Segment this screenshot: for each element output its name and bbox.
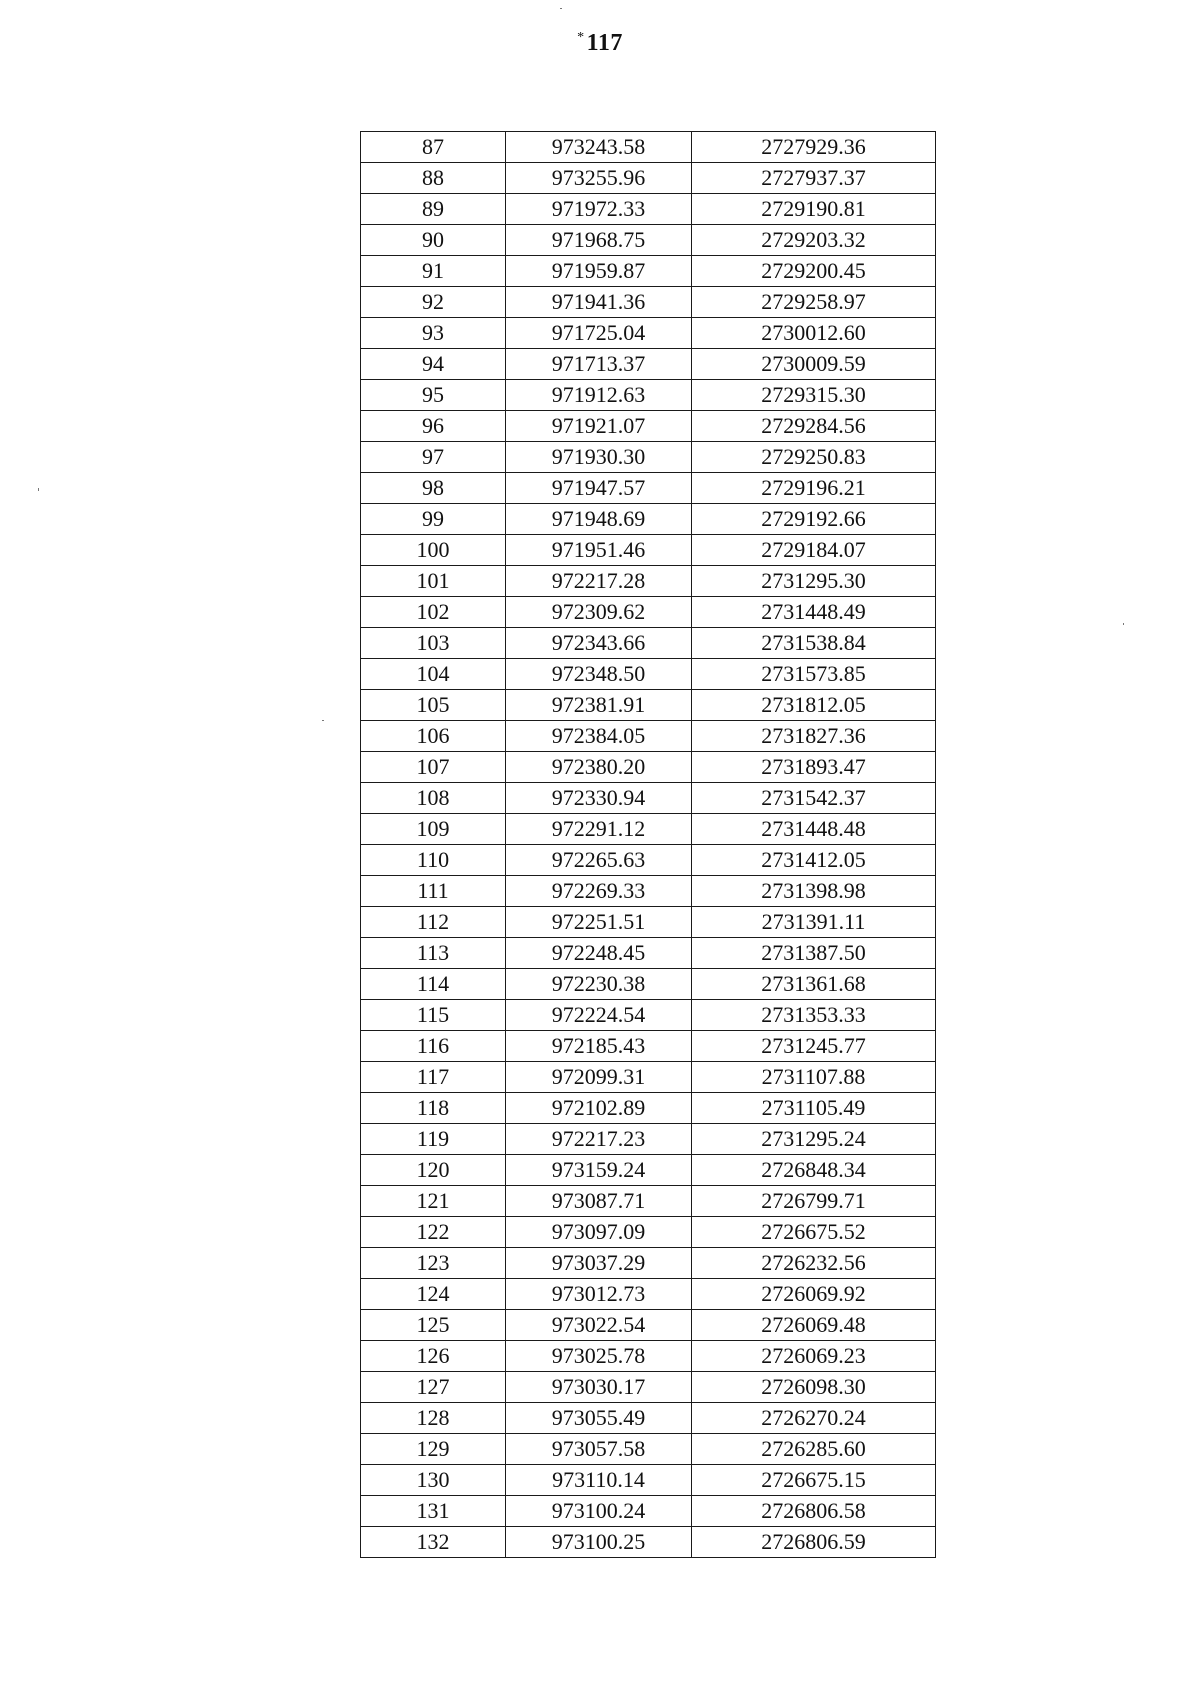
x-coordinate-cell: 973055.49: [506, 1403, 692, 1434]
point-number-cell: 116: [361, 1031, 506, 1062]
x-coordinate-cell: 972102.89: [506, 1093, 692, 1124]
y-coordinate-cell: 2726270.24: [692, 1403, 936, 1434]
x-coordinate-cell: 972343.66: [506, 628, 692, 659]
x-coordinate-cell: 972230.38: [506, 969, 692, 1000]
scan-speck: [1123, 623, 1124, 625]
y-coordinate-cell: 2726675.52: [692, 1217, 936, 1248]
table-row: [361, 597, 936, 628]
y-coordinate-cell: 2731105.49: [692, 1093, 936, 1124]
y-coordinate-cell: 2729250.83: [692, 442, 936, 473]
x-coordinate-cell: 972248.45: [506, 938, 692, 969]
scan-speck: [560, 8, 562, 9]
x-coordinate-cell: 973255.96: [506, 163, 692, 194]
y-coordinate-cell: 2726285.60: [692, 1434, 936, 1465]
table-row: [361, 1465, 936, 1496]
table-row: [361, 1124, 936, 1155]
point-number-cell: 129: [361, 1434, 506, 1465]
table-row: [361, 1279, 936, 1310]
x-coordinate-cell: 973037.29: [506, 1248, 692, 1279]
y-coordinate-cell: 2726069.23: [692, 1341, 936, 1372]
y-coordinate-cell: 2731353.33: [692, 1000, 936, 1031]
x-coordinate-cell: 973100.25: [506, 1527, 692, 1558]
page-number-text: 117: [586, 30, 623, 56]
point-number-cell: 106: [361, 721, 506, 752]
scan-speck: [38, 488, 39, 491]
table-row: [361, 349, 936, 380]
table-row: [361, 814, 936, 845]
page-number: [0, 30, 1200, 57]
y-coordinate-cell: 2731412.05: [692, 845, 936, 876]
table-row: [361, 1186, 936, 1217]
table-row: [361, 1155, 936, 1186]
y-coordinate-cell: 2730009.59: [692, 349, 936, 380]
y-coordinate-cell: 2731538.84: [692, 628, 936, 659]
y-coordinate-cell: 2729200.45: [692, 256, 936, 287]
point-number-cell: 107: [361, 752, 506, 783]
y-coordinate-cell: 2726806.59: [692, 1527, 936, 1558]
table-row: [361, 1527, 936, 1558]
y-coordinate-cell: 2726069.48: [692, 1310, 936, 1341]
table-row: [361, 721, 936, 752]
y-coordinate-cell: 2726848.34: [692, 1155, 936, 1186]
y-coordinate-cell: 2726806.58: [692, 1496, 936, 1527]
y-coordinate-cell: 2729203.32: [692, 225, 936, 256]
table-row: [361, 256, 936, 287]
x-coordinate-cell: 972185.43: [506, 1031, 692, 1062]
table-row: [361, 969, 936, 1000]
table-row: [361, 380, 936, 411]
table-row: [361, 566, 936, 597]
point-number-cell: 109: [361, 814, 506, 845]
point-number-cell: 127: [361, 1372, 506, 1403]
x-coordinate-cell: 972099.31: [506, 1062, 692, 1093]
table-row: [361, 1403, 936, 1434]
y-coordinate-cell: 2726232.56: [692, 1248, 936, 1279]
point-number-cell: 119: [361, 1124, 506, 1155]
x-coordinate-cell: 971725.04: [506, 318, 692, 349]
table-row: [361, 783, 936, 814]
table-row: [361, 1372, 936, 1403]
x-coordinate-cell: 972224.54: [506, 1000, 692, 1031]
point-number-cell: 132: [361, 1527, 506, 1558]
point-number-cell: 113: [361, 938, 506, 969]
y-coordinate-cell: 2729184.07: [692, 535, 936, 566]
table-row: [361, 473, 936, 504]
x-coordinate-cell: 973030.17: [506, 1372, 692, 1403]
x-coordinate-cell: 973159.24: [506, 1155, 692, 1186]
x-coordinate-cell: 972348.50: [506, 659, 692, 690]
table-row: [361, 194, 936, 225]
y-coordinate-cell: 2731387.50: [692, 938, 936, 969]
table-row: [361, 318, 936, 349]
x-coordinate-cell: 972251.51: [506, 907, 692, 938]
point-number-cell: 87: [361, 132, 506, 163]
x-coordinate-cell: 971713.37: [506, 349, 692, 380]
y-coordinate-cell: 2731295.30: [692, 566, 936, 597]
y-coordinate-cell: 2729258.97: [692, 287, 936, 318]
point-number-cell: 115: [361, 1000, 506, 1031]
table-row: [361, 163, 936, 194]
point-number-cell: 121: [361, 1186, 506, 1217]
point-number-cell: 98: [361, 473, 506, 504]
point-number-cell: 104: [361, 659, 506, 690]
point-number-cell: 130: [361, 1465, 506, 1496]
point-number-cell: 101: [361, 566, 506, 597]
y-coordinate-cell: 2731391.11: [692, 907, 936, 938]
point-number-cell: 91: [361, 256, 506, 287]
x-coordinate-cell: 973012.73: [506, 1279, 692, 1310]
point-number-cell: 128: [361, 1403, 506, 1434]
table-row: [361, 1093, 936, 1124]
point-number-cell: 123: [361, 1248, 506, 1279]
table-row: [361, 535, 936, 566]
x-coordinate-cell: 973087.71: [506, 1186, 692, 1217]
point-number-cell: 124: [361, 1279, 506, 1310]
x-coordinate-cell: 973057.58: [506, 1434, 692, 1465]
x-coordinate-cell: 973243.58: [506, 132, 692, 163]
x-coordinate-cell: 972381.91: [506, 690, 692, 721]
point-number-cell: 100: [361, 535, 506, 566]
x-coordinate-cell: 972330.94: [506, 783, 692, 814]
y-coordinate-cell: 2731542.37: [692, 783, 936, 814]
table-row: [361, 504, 936, 535]
scan-speck: [322, 720, 324, 721]
point-number-cell: 126: [361, 1341, 506, 1372]
point-number-cell: 99: [361, 504, 506, 535]
point-number-cell: 112: [361, 907, 506, 938]
y-coordinate-cell: 2729196.21: [692, 473, 936, 504]
table-row: [361, 1031, 936, 1062]
y-coordinate-cell: 2731295.24: [692, 1124, 936, 1155]
point-number-cell: 125: [361, 1310, 506, 1341]
point-number-cell: 88: [361, 163, 506, 194]
x-coordinate-cell: 973022.54: [506, 1310, 692, 1341]
table-row: [361, 411, 936, 442]
page-mark: *: [577, 30, 585, 45]
x-coordinate-cell: 971959.87: [506, 256, 692, 287]
x-coordinate-cell: 972384.05: [506, 721, 692, 752]
point-number-cell: 93: [361, 318, 506, 349]
point-number-cell: 97: [361, 442, 506, 473]
x-coordinate-cell: 972380.20: [506, 752, 692, 783]
table-row: [361, 845, 936, 876]
x-coordinate-cell: 972309.62: [506, 597, 692, 628]
y-coordinate-cell: 2731573.85: [692, 659, 936, 690]
table-row: [361, 907, 936, 938]
table-row: [361, 1341, 936, 1372]
x-coordinate-cell: 973097.09: [506, 1217, 692, 1248]
table-row: [361, 752, 936, 783]
y-coordinate-cell: 2726675.15: [692, 1465, 936, 1496]
table-row: [361, 1496, 936, 1527]
x-coordinate-cell: 973025.78: [506, 1341, 692, 1372]
x-coordinate-cell: 971948.69: [506, 504, 692, 535]
x-coordinate-cell: 971972.33: [506, 194, 692, 225]
table-row: [361, 1217, 936, 1248]
y-coordinate-cell: 2731361.68: [692, 969, 936, 1000]
y-coordinate-cell: 2729315.30: [692, 380, 936, 411]
table-row: [361, 287, 936, 318]
table-row: [361, 132, 936, 163]
y-coordinate-cell: 2726799.71: [692, 1186, 936, 1217]
point-number-cell: 92: [361, 287, 506, 318]
table-row: [361, 1000, 936, 1031]
y-coordinate-cell: 2731827.36: [692, 721, 936, 752]
x-coordinate-cell: 972217.28: [506, 566, 692, 597]
y-coordinate-cell: 2731812.05: [692, 690, 936, 721]
table-row: [361, 628, 936, 659]
point-number-cell: 95: [361, 380, 506, 411]
point-number-cell: 114: [361, 969, 506, 1000]
x-coordinate-cell: 971921.07: [506, 411, 692, 442]
table-row: [361, 1310, 936, 1341]
table-row: [361, 690, 936, 721]
y-coordinate-cell: 2729192.66: [692, 504, 936, 535]
x-coordinate-cell: 972269.33: [506, 876, 692, 907]
y-coordinate-cell: 2731448.48: [692, 814, 936, 845]
point-number-cell: 90: [361, 225, 506, 256]
point-number-cell: 122: [361, 1217, 506, 1248]
y-coordinate-cell: 2727929.36: [692, 132, 936, 163]
y-coordinate-cell: 2730012.60: [692, 318, 936, 349]
point-number-cell: 108: [361, 783, 506, 814]
table-row: [361, 442, 936, 473]
point-number-cell: 103: [361, 628, 506, 659]
coordinates-table: [360, 131, 936, 1558]
point-number-cell: 102: [361, 597, 506, 628]
table-row: [361, 1062, 936, 1093]
y-coordinate-cell: 2731398.98: [692, 876, 936, 907]
y-coordinate-cell: 2727937.37: [692, 163, 936, 194]
x-coordinate-cell: 971941.36: [506, 287, 692, 318]
point-number-cell: 111: [361, 876, 506, 907]
point-number-cell: 131: [361, 1496, 506, 1527]
x-coordinate-cell: 972291.12: [506, 814, 692, 845]
point-number-cell: 94: [361, 349, 506, 380]
y-coordinate-cell: 2731893.47: [692, 752, 936, 783]
x-coordinate-cell: 971951.46: [506, 535, 692, 566]
point-number-cell: 117: [361, 1062, 506, 1093]
table-row: [361, 225, 936, 256]
y-coordinate-cell: 2729284.56: [692, 411, 936, 442]
table-row: [361, 938, 936, 969]
y-coordinate-cell: 2726098.30: [692, 1372, 936, 1403]
coordinates-table-body: [361, 132, 936, 1558]
y-coordinate-cell: 2731448.49: [692, 597, 936, 628]
point-number-cell: 89: [361, 194, 506, 225]
x-coordinate-cell: 971947.57: [506, 473, 692, 504]
table-row: [361, 1248, 936, 1279]
y-coordinate-cell: 2731245.77: [692, 1031, 936, 1062]
x-coordinate-cell: 972217.23: [506, 1124, 692, 1155]
x-coordinate-cell: 973100.24: [506, 1496, 692, 1527]
point-number-cell: 110: [361, 845, 506, 876]
point-number-cell: 105: [361, 690, 506, 721]
point-number-cell: 96: [361, 411, 506, 442]
x-coordinate-cell: 971930.30: [506, 442, 692, 473]
x-coordinate-cell: 971968.75: [506, 225, 692, 256]
x-coordinate-cell: 972265.63: [506, 845, 692, 876]
x-coordinate-cell: 973110.14: [506, 1465, 692, 1496]
point-number-cell: 120: [361, 1155, 506, 1186]
x-coordinate-cell: 971912.63: [506, 380, 692, 411]
table-row: [361, 1434, 936, 1465]
point-number-cell: 118: [361, 1093, 506, 1124]
table-row: [361, 876, 936, 907]
y-coordinate-cell: 2726069.92: [692, 1279, 936, 1310]
y-coordinate-cell: 2729190.81: [692, 194, 936, 225]
y-coordinate-cell: 2731107.88: [692, 1062, 936, 1093]
table-row: [361, 659, 936, 690]
